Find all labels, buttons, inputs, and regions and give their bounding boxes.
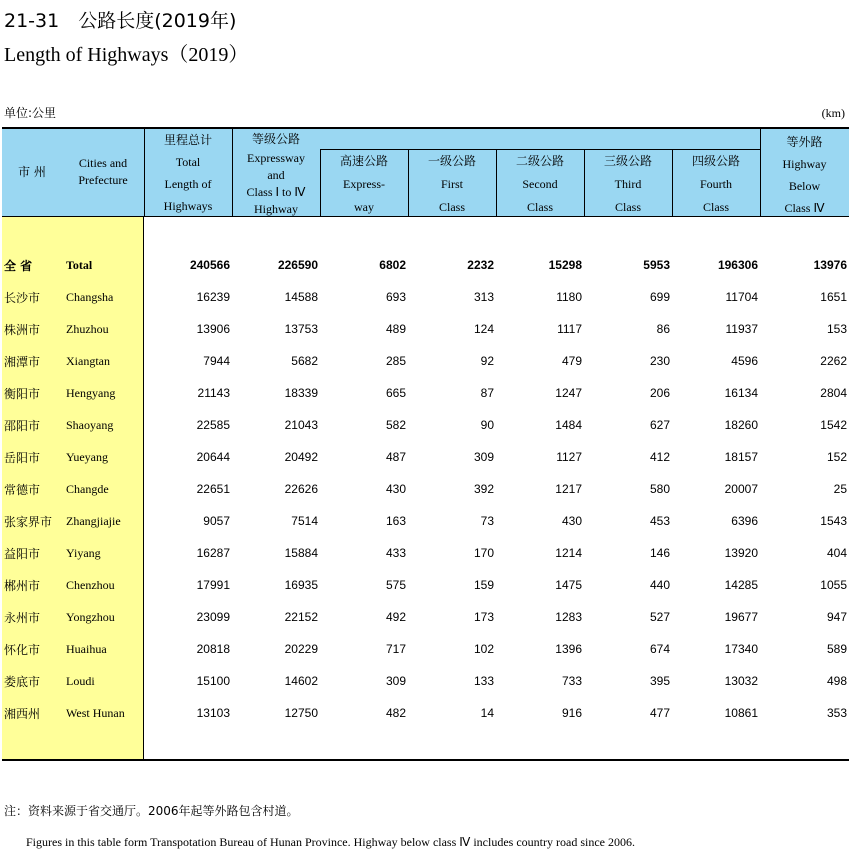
table-cell: 17340: [724, 642, 758, 656]
table-cell: 309: [473, 450, 494, 464]
table-cell: 14: [480, 706, 494, 720]
table-cell: 1542: [820, 418, 847, 432]
table-cell: 353: [826, 706, 847, 720]
table-cell: 1214: [555, 546, 582, 560]
header-city-en: Cities and Prefecture: [78, 156, 128, 187]
table-cell: 73: [480, 514, 494, 528]
table-title-en: Length of Highways（2019）: [4, 44, 249, 66]
table-cell: 674: [649, 642, 670, 656]
table-cell: 582: [385, 418, 406, 432]
table-cell: 163: [385, 514, 406, 528]
table-cell: 717: [385, 642, 406, 656]
footnote-en: Figures in this table form Transpotation Bureau of Hunan Province. Highway below class Ⅳ includes country road since 2006.: [26, 835, 635, 849]
header-second-class: 二级公路 Second Class: [515, 154, 564, 214]
table-cell: 482: [385, 706, 406, 720]
header-below-class: 等外路 Highway Below Class Ⅳ: [782, 135, 827, 215]
table-cell: 21143: [197, 386, 230, 400]
table-cell: 15884: [284, 546, 318, 560]
table-cell: 13103: [196, 706, 230, 720]
table-cell: 20492: [284, 450, 318, 464]
header-expressway: 高速公路 Express- way: [339, 154, 388, 214]
table-cell: 1180: [556, 290, 582, 304]
table-row: [2, 441, 849, 473]
table-cell: 102: [473, 642, 494, 656]
table-cell: 87: [480, 386, 494, 400]
table-cell: 16239: [196, 290, 230, 304]
table-cell: 4596: [731, 354, 758, 368]
footnote-cn: 注：资料来源于省交通厅。2006年起等外路包含村道。: [4, 804, 299, 818]
table-cell: 489: [385, 322, 406, 336]
table-cell: 5953: [643, 258, 670, 272]
table-cell: 14588: [284, 290, 318, 304]
region-name-cn: 怀化市: [4, 643, 41, 657]
unit-label-cn: 单位:公里: [4, 106, 57, 120]
table-cell: 7514: [291, 514, 318, 528]
table-cell: 25: [833, 482, 847, 496]
table-cell: 90: [480, 418, 494, 432]
table-row: [2, 665, 849, 697]
region-name-en: Zhangjiajie: [66, 514, 121, 528]
table-cell: 14285: [724, 578, 758, 592]
table-cell: 22585: [196, 418, 230, 432]
table-header: [2, 127, 849, 217]
table-cell: 16287: [196, 546, 230, 560]
region-name-en: Hengyang: [66, 386, 116, 400]
table-cell: 146: [649, 546, 670, 560]
header-total: 里程总计 Total Length of Highways: [163, 133, 213, 213]
table-cell: 133: [473, 674, 494, 688]
table-cell: 240566: [189, 258, 230, 272]
table-cell: 309: [385, 674, 406, 688]
header-city: 市 州: [18, 165, 46, 179]
table-cell: 580: [649, 482, 670, 496]
table-cell: 18157: [724, 450, 758, 464]
table-cell: 10861: [724, 706, 758, 720]
table-cell: 9057: [203, 514, 230, 528]
table-cell: 392: [473, 482, 494, 496]
table-cell: 1217: [555, 482, 582, 496]
table-cell: 313: [473, 290, 494, 304]
region-name-cn: 岳阳市: [4, 451, 41, 465]
table-cell: 479: [561, 354, 582, 368]
table-cell: 1247: [555, 386, 582, 400]
unit-label-en: (km): [821, 106, 845, 120]
table-cell: 627: [649, 418, 670, 432]
table-cell: 7944: [203, 354, 230, 368]
table-row: [2, 505, 849, 537]
table-row: [2, 601, 849, 633]
table-cell: 412: [649, 450, 670, 464]
table-cell: 2232: [467, 258, 494, 272]
region-name-en: Xiangtan: [66, 354, 110, 368]
table-cell: 1543: [820, 514, 847, 528]
table-cell: 1475: [555, 578, 582, 592]
table-cell: 13906: [196, 322, 230, 336]
region-name-en: Yongzhou: [66, 610, 115, 624]
table-cell: 92: [480, 354, 494, 368]
header-fourth-class: 四级公路 Fourth Class: [691, 154, 740, 214]
table-cell: 21043: [284, 418, 318, 432]
table-cell: 430: [561, 514, 582, 528]
table-cell: 699: [649, 290, 670, 304]
table-cell: 5682: [291, 354, 318, 368]
table-cell: 230: [649, 354, 670, 368]
table-cell: 20007: [724, 482, 758, 496]
table-cell: 17991: [196, 578, 230, 592]
region-name-cn: 张家界市: [4, 515, 53, 529]
table-row: [2, 345, 849, 377]
table-cell: 23099: [196, 610, 230, 624]
table-cell: 13753: [284, 322, 318, 336]
table-cell: 124: [473, 322, 494, 336]
table-cell: 22152: [284, 610, 318, 624]
table-cell: 693: [385, 290, 406, 304]
region-name-cn: 邵阳市: [4, 419, 41, 433]
table-cell: 15298: [548, 258, 582, 272]
table-row-total: [2, 249, 849, 281]
table-cell: 15100: [196, 674, 230, 688]
region-name-en: Shaoyang: [66, 418, 114, 432]
table-cell: 16134: [724, 386, 758, 400]
table-cell: 22626: [284, 482, 318, 496]
region-name-en: Chenzhou: [66, 578, 115, 592]
region-name-en: Huaihua: [66, 642, 107, 656]
table-cell: 159: [473, 578, 494, 592]
header-third-class: 三级公路 Third Class: [603, 154, 652, 214]
table-cell: 492: [385, 610, 406, 624]
table-cell: 206: [649, 386, 670, 400]
region-name-en: Zhuzhou: [66, 322, 109, 336]
table-cell: 18260: [724, 418, 758, 432]
table-cell: 453: [649, 514, 670, 528]
region-name-cn: 湘潭市: [4, 355, 41, 369]
table-cell: 2262: [820, 354, 847, 368]
table-bottom-rule: [2, 759, 849, 761]
table-row: [2, 409, 849, 441]
table-cell: 395: [649, 674, 670, 688]
table-cell: 285: [385, 354, 406, 368]
table-cell: 153: [826, 322, 847, 336]
table-cell: 20229: [284, 642, 318, 656]
region-name-en: Changde: [66, 482, 109, 496]
table-cell: 1396: [555, 642, 582, 656]
table-cell: 947: [826, 610, 847, 624]
region-name-cn: 郴州市: [4, 579, 41, 593]
table-cell: 498: [826, 674, 847, 688]
table-cell: 226590: [277, 258, 318, 272]
table-cell: 170: [473, 546, 494, 560]
table-cell: 477: [649, 706, 670, 720]
region-name-cn: 全 省: [4, 259, 33, 273]
table-cell: 6396: [731, 514, 758, 528]
table-cell: 13976: [813, 258, 847, 272]
table-cell: 14602: [284, 674, 318, 688]
table-row: [2, 569, 849, 601]
region-name-cn: 常德市: [4, 483, 41, 497]
region-name-en: Changsha: [66, 290, 114, 304]
table-cell: 86: [656, 322, 670, 336]
header-first-class: 一级公路 First Class: [427, 154, 476, 214]
table-cell: 19677: [724, 610, 758, 624]
table-cell: 152: [826, 450, 847, 464]
table-row: [2, 313, 849, 345]
table-cell: 527: [649, 610, 670, 624]
region-name-cn: 湘西州: [4, 707, 41, 721]
table-row: [2, 697, 849, 729]
table-cell: 430: [385, 482, 406, 496]
table-row: [2, 377, 849, 409]
table-cell: 1117: [557, 322, 582, 336]
region-name-cn: 衡阳市: [4, 387, 41, 401]
table-cell: 404: [826, 546, 847, 560]
table-cell: 665: [385, 386, 406, 400]
region-name-en: Loudi: [66, 674, 95, 688]
table-cell: 13920: [724, 546, 758, 560]
region-name-en: Yiyang: [66, 546, 101, 560]
table-cell: 433: [385, 546, 406, 560]
table-cell: 2804: [820, 386, 847, 400]
table-row: [2, 281, 849, 313]
table-row: [2, 633, 849, 665]
table-cell: 16935: [284, 578, 318, 592]
table-cell: 18339: [284, 386, 318, 400]
region-name-cn: 永州市: [4, 611, 41, 625]
region-name-cn: 娄底市: [4, 675, 41, 689]
table-row: [2, 473, 849, 505]
table-cell: 22651: [196, 482, 230, 496]
region-name-en: Yueyang: [66, 450, 108, 464]
table-cell: 196306: [717, 258, 758, 272]
region-name-cn: 株洲市: [4, 323, 41, 337]
table-cell: 487: [385, 450, 406, 464]
table-cell: 20644: [196, 450, 230, 464]
table-cell: 6802: [379, 258, 406, 272]
table-row: [2, 537, 849, 569]
header-graded: 等级公路 Expressway and Class Ⅰ to Ⅳ Highway: [246, 132, 306, 216]
table-title-cn: 21-31 公路长度(2019年): [4, 10, 237, 32]
table-cell: 733: [561, 674, 582, 688]
table-cell: 1283: [555, 610, 582, 624]
table-cell: 11937: [725, 322, 758, 336]
region-name-cn: 长沙市: [4, 291, 41, 305]
table-cell: 1651: [820, 290, 847, 304]
table-cell: 1055: [820, 578, 847, 592]
table-cell: 173: [473, 610, 494, 624]
table-cell: 916: [561, 706, 582, 720]
table-cell: 20818: [196, 642, 230, 656]
table-cell: 12750: [284, 706, 318, 720]
region-name-en: West Hunan: [66, 706, 125, 720]
table-cell: 589: [826, 642, 847, 656]
table-cell: 575: [385, 578, 406, 592]
table-cell: 1484: [555, 418, 582, 432]
table-cell: 13032: [724, 674, 758, 688]
region-name-en: Total: [66, 258, 93, 272]
table-cell: 11704: [725, 290, 758, 304]
table-cell: 440: [649, 578, 670, 592]
region-name-cn: 益阳市: [4, 547, 41, 561]
table-cell: 1127: [556, 450, 582, 464]
